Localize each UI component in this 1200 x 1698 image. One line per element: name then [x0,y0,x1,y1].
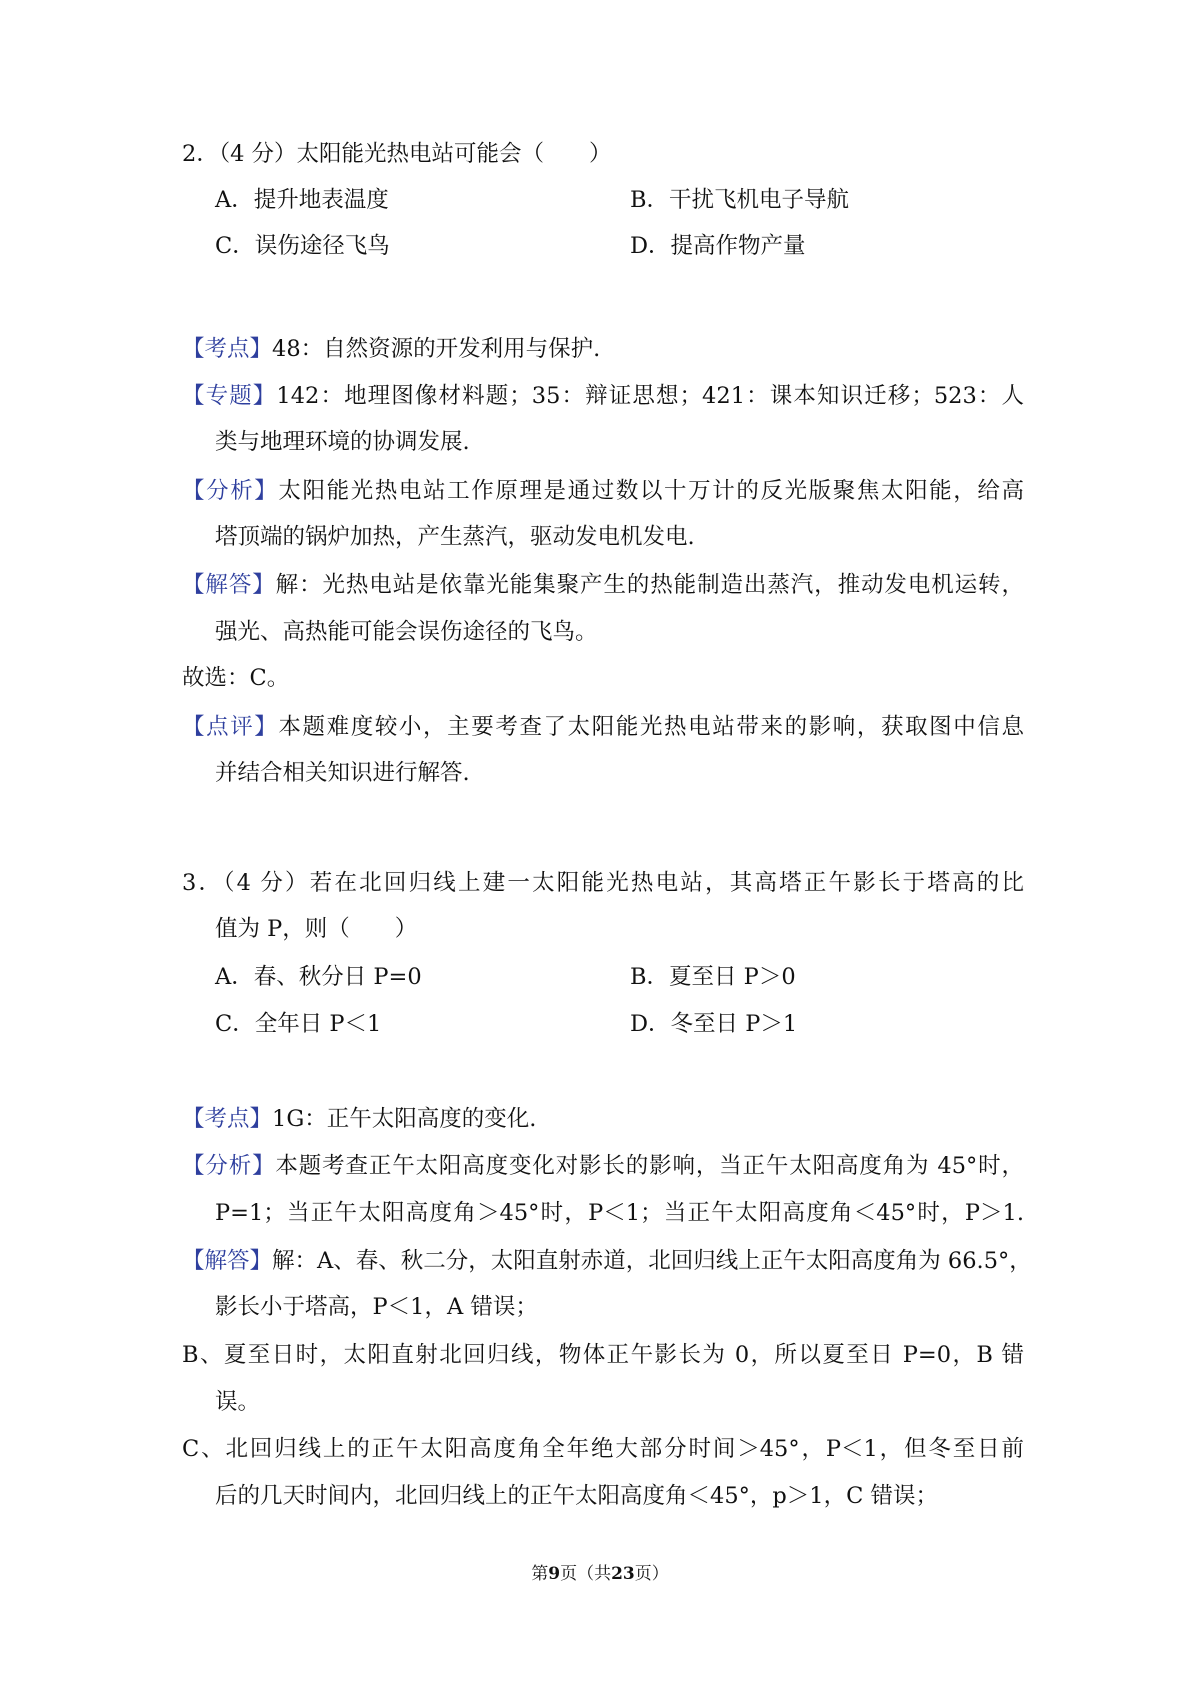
question-2-option-a: A．提升地表温度 [215,187,389,213]
q2-dianping-tag: 【点评】 [182,714,279,740]
q3-option-c-analysis-line1: C、北回归线上的正午太阳高度角全年绝大部分时间＞45°，P＜1，但冬至日前 [182,1436,1024,1462]
q2-zhuanti-tag: 【专题】 [182,383,277,409]
q2-dianping [182,712,1024,742]
q2-zhuanti [182,381,1024,411]
q2-kaodian-text: 48：自然资源的开发利用与保护. [272,336,601,362]
question-3-option-a: A．春、秋分日 P=0 [215,964,422,990]
q3-fenxi-line2: P=1；当正午太阳高度角＞45°时，P＜1；当正午太阳高度角＜45°时，P＞1. [215,1200,1024,1226]
q3-kaodian [182,1104,536,1134]
q3-option-c-analysis-line2: 后的几天时间内，北回归线上的正午太阳高度角＜45°，p＞1，C 错误； [215,1483,938,1509]
q2-answer: 故选：C。 [182,665,290,691]
q3-kaodian-tag: 【考点】 [182,1106,273,1132]
q3-fenxi-tag: 【分析】 [182,1153,276,1179]
page-footer [0,1562,1200,1586]
q2-jieda-line1: 解：光热电站是依靠光能集聚产生的热能制造出蒸汽，推动发电机运转， [275,572,1024,598]
q2-jieda [182,570,1024,600]
question-3-option-d: D．冬至日 P＞1 [630,1011,798,1037]
footer-suffix: 页） [634,1564,669,1584]
question-2-option-c: C．误伤途径飞鸟 [215,233,390,259]
q2-zhuanti-line2: 类与地理环境的协调发展. [215,429,470,455]
footer-total-pages: 23 [611,1564,635,1584]
footer-prefix: 第 [531,1564,549,1584]
question-2-option-d: D．提高作物产量 [630,233,806,259]
question-3-option-b: B．夏至日 P＞0 [630,964,796,990]
q2-kaodian-tag: 【考点】 [182,336,273,362]
q2-jieda-tag: 【解答】 [182,572,276,598]
question-3-stem-line1: 3．（4 分）若在北回归线上建一太阳能光热电站，其高塔正午影长于塔高的比 [182,870,1024,896]
question-2-option-b: B．干扰飞机电子导航 [630,187,850,213]
q2-fenxi [182,476,1024,506]
q2-fenxi-tag: 【分析】 [182,478,279,504]
q3-fenxi [182,1151,1024,1181]
footer-middle: 页（共 [560,1564,612,1584]
q3-fenxi-line1: 本题考查正午太阳高度变化对影长的影响，当正午太阳高度角为 45°时， [275,1153,1024,1179]
q3-jieda-line2: 影长小于塔高，P＜1，A 错误； [215,1294,538,1320]
q3-jieda [182,1246,1032,1276]
question-2-stem: 2．（4 分）太阳能光热电站可能会（ ） [182,141,612,167]
q3-jieda-line1: 解：A、春、秋二分，太阳直射赤道，北回归线上正午太阳高度角为 66.5°， [272,1248,1032,1274]
q2-jieda-line2: 强光、高热能可能会误伤途径的飞鸟。 [215,619,598,645]
question-3-option-c: C．全年日 P＜1 [215,1011,382,1037]
q3-kaodian-text: 1G：正午太阳高度的变化. [272,1106,537,1132]
q3-jieda-tag: 【解答】 [182,1248,273,1274]
q2-fenxi-line1: 太阳能光热电站工作原理是通过数以十万计的反光版聚焦太阳能，给高 [278,478,1024,504]
q2-fenxi-line2: 塔顶端的锅炉加热，产生蒸汽，驱动发电机发电. [215,524,695,550]
q2-dianping-line2: 并结合相关知识进行解答. [215,760,470,786]
question-3-stem-line2: 值为 P，则（ ） [215,916,418,942]
q2-kaodian [182,334,600,364]
q3-option-b-analysis-line1: B、夏至日时，太阳直射北回归线，物体正午影长为 0，所以夏至日 P=0，B 错 [182,1342,1024,1368]
q3-option-b-analysis-line2: 误。 [215,1389,261,1415]
footer-page-number: 9 [548,1564,561,1584]
q2-dianping-line1: 本题难度较小，主要考查了太阳能光热电站带来的影响，获取图中信息 [278,714,1024,740]
q2-zhuanti-line1: 142：地理图像材料题；35：辩证思想；421：课本知识迁移；523：人 [276,383,1024,409]
